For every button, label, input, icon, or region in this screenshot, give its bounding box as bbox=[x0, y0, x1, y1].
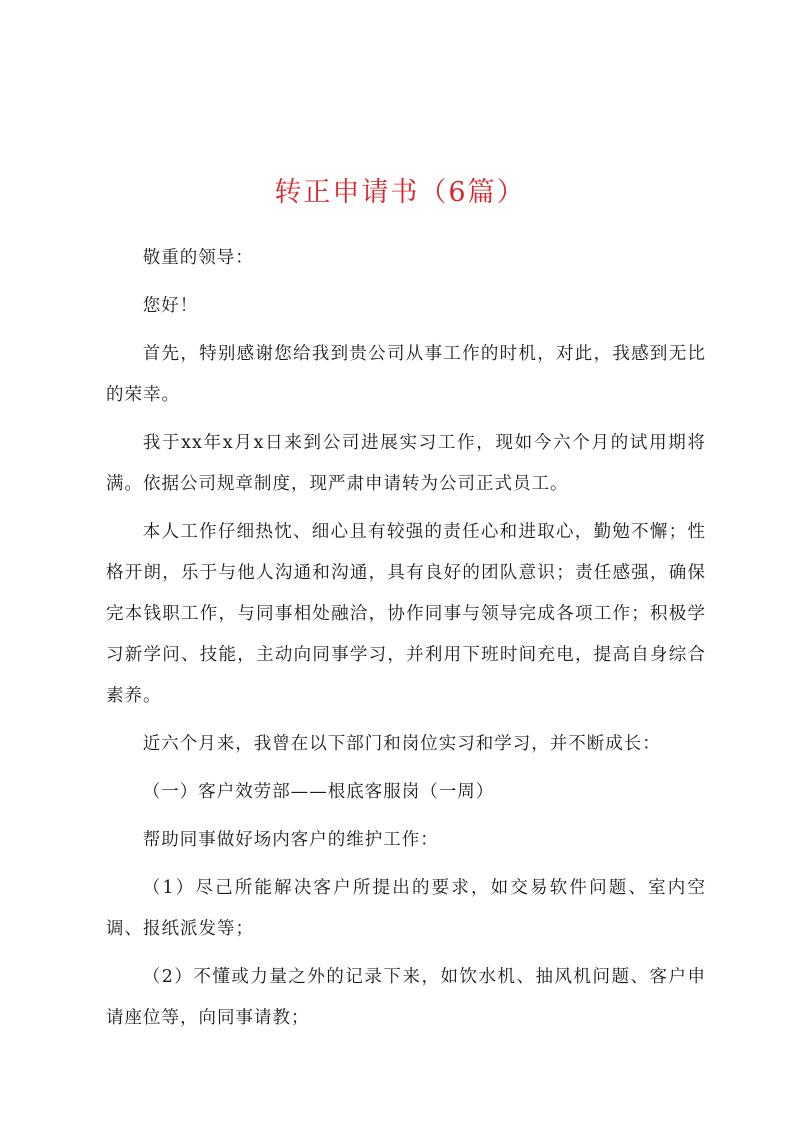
body-paragraph: 近六个月来，我曾在以下部门和岗位实习和学习，并不断成长： bbox=[142, 734, 661, 754]
body-paragraph: 首先，特别感谢您给我到贵公司从事工作的时机，对此，我感到无比的荣幸。 bbox=[106, 344, 706, 405]
body-paragraph: 帮助同事做好场内客户的维护工作： bbox=[142, 830, 439, 850]
document-title: 转正申请书（6篇） bbox=[274, 177, 526, 208]
greeting: 您好！ bbox=[142, 296, 199, 316]
body-paragraph: 我于xx年x月x日来到公司进展实习工作，现如今六个月的试用期将满。依据公司规章制度，现严肃申请转为公司正式员工。 bbox=[106, 433, 706, 494]
section-heading: （一）客户效劳部——根底客服岗（一周） bbox=[142, 782, 495, 802]
list-item: （2）不懂或力量之外的记录下来，如饮水机、抽风机问题、客户申请座位等，向同事请教； bbox=[106, 967, 706, 1028]
salutation: 敬重的领导： bbox=[142, 248, 254, 268]
document-body bbox=[106, 238, 706, 1046]
list-item: （1）尽己所能解决客户所提出的要求，如交易软件问题、室内空调、报纸派发等； bbox=[106, 878, 706, 939]
body-paragraph: 本人工作仔细热忱、细心且有较强的责任心和进取心，勤勉不懈；性格开朗，乐于与他人沟通和沟通，具有良好的团队意识；责任感强，确保完本钱职工作，与同事相处融洽，协作同事与领导完成各项工作；积极学习新学问、技能，主动向同事学习，并利用下班时间充电，提高自身综合素养。 bbox=[106, 522, 706, 706]
